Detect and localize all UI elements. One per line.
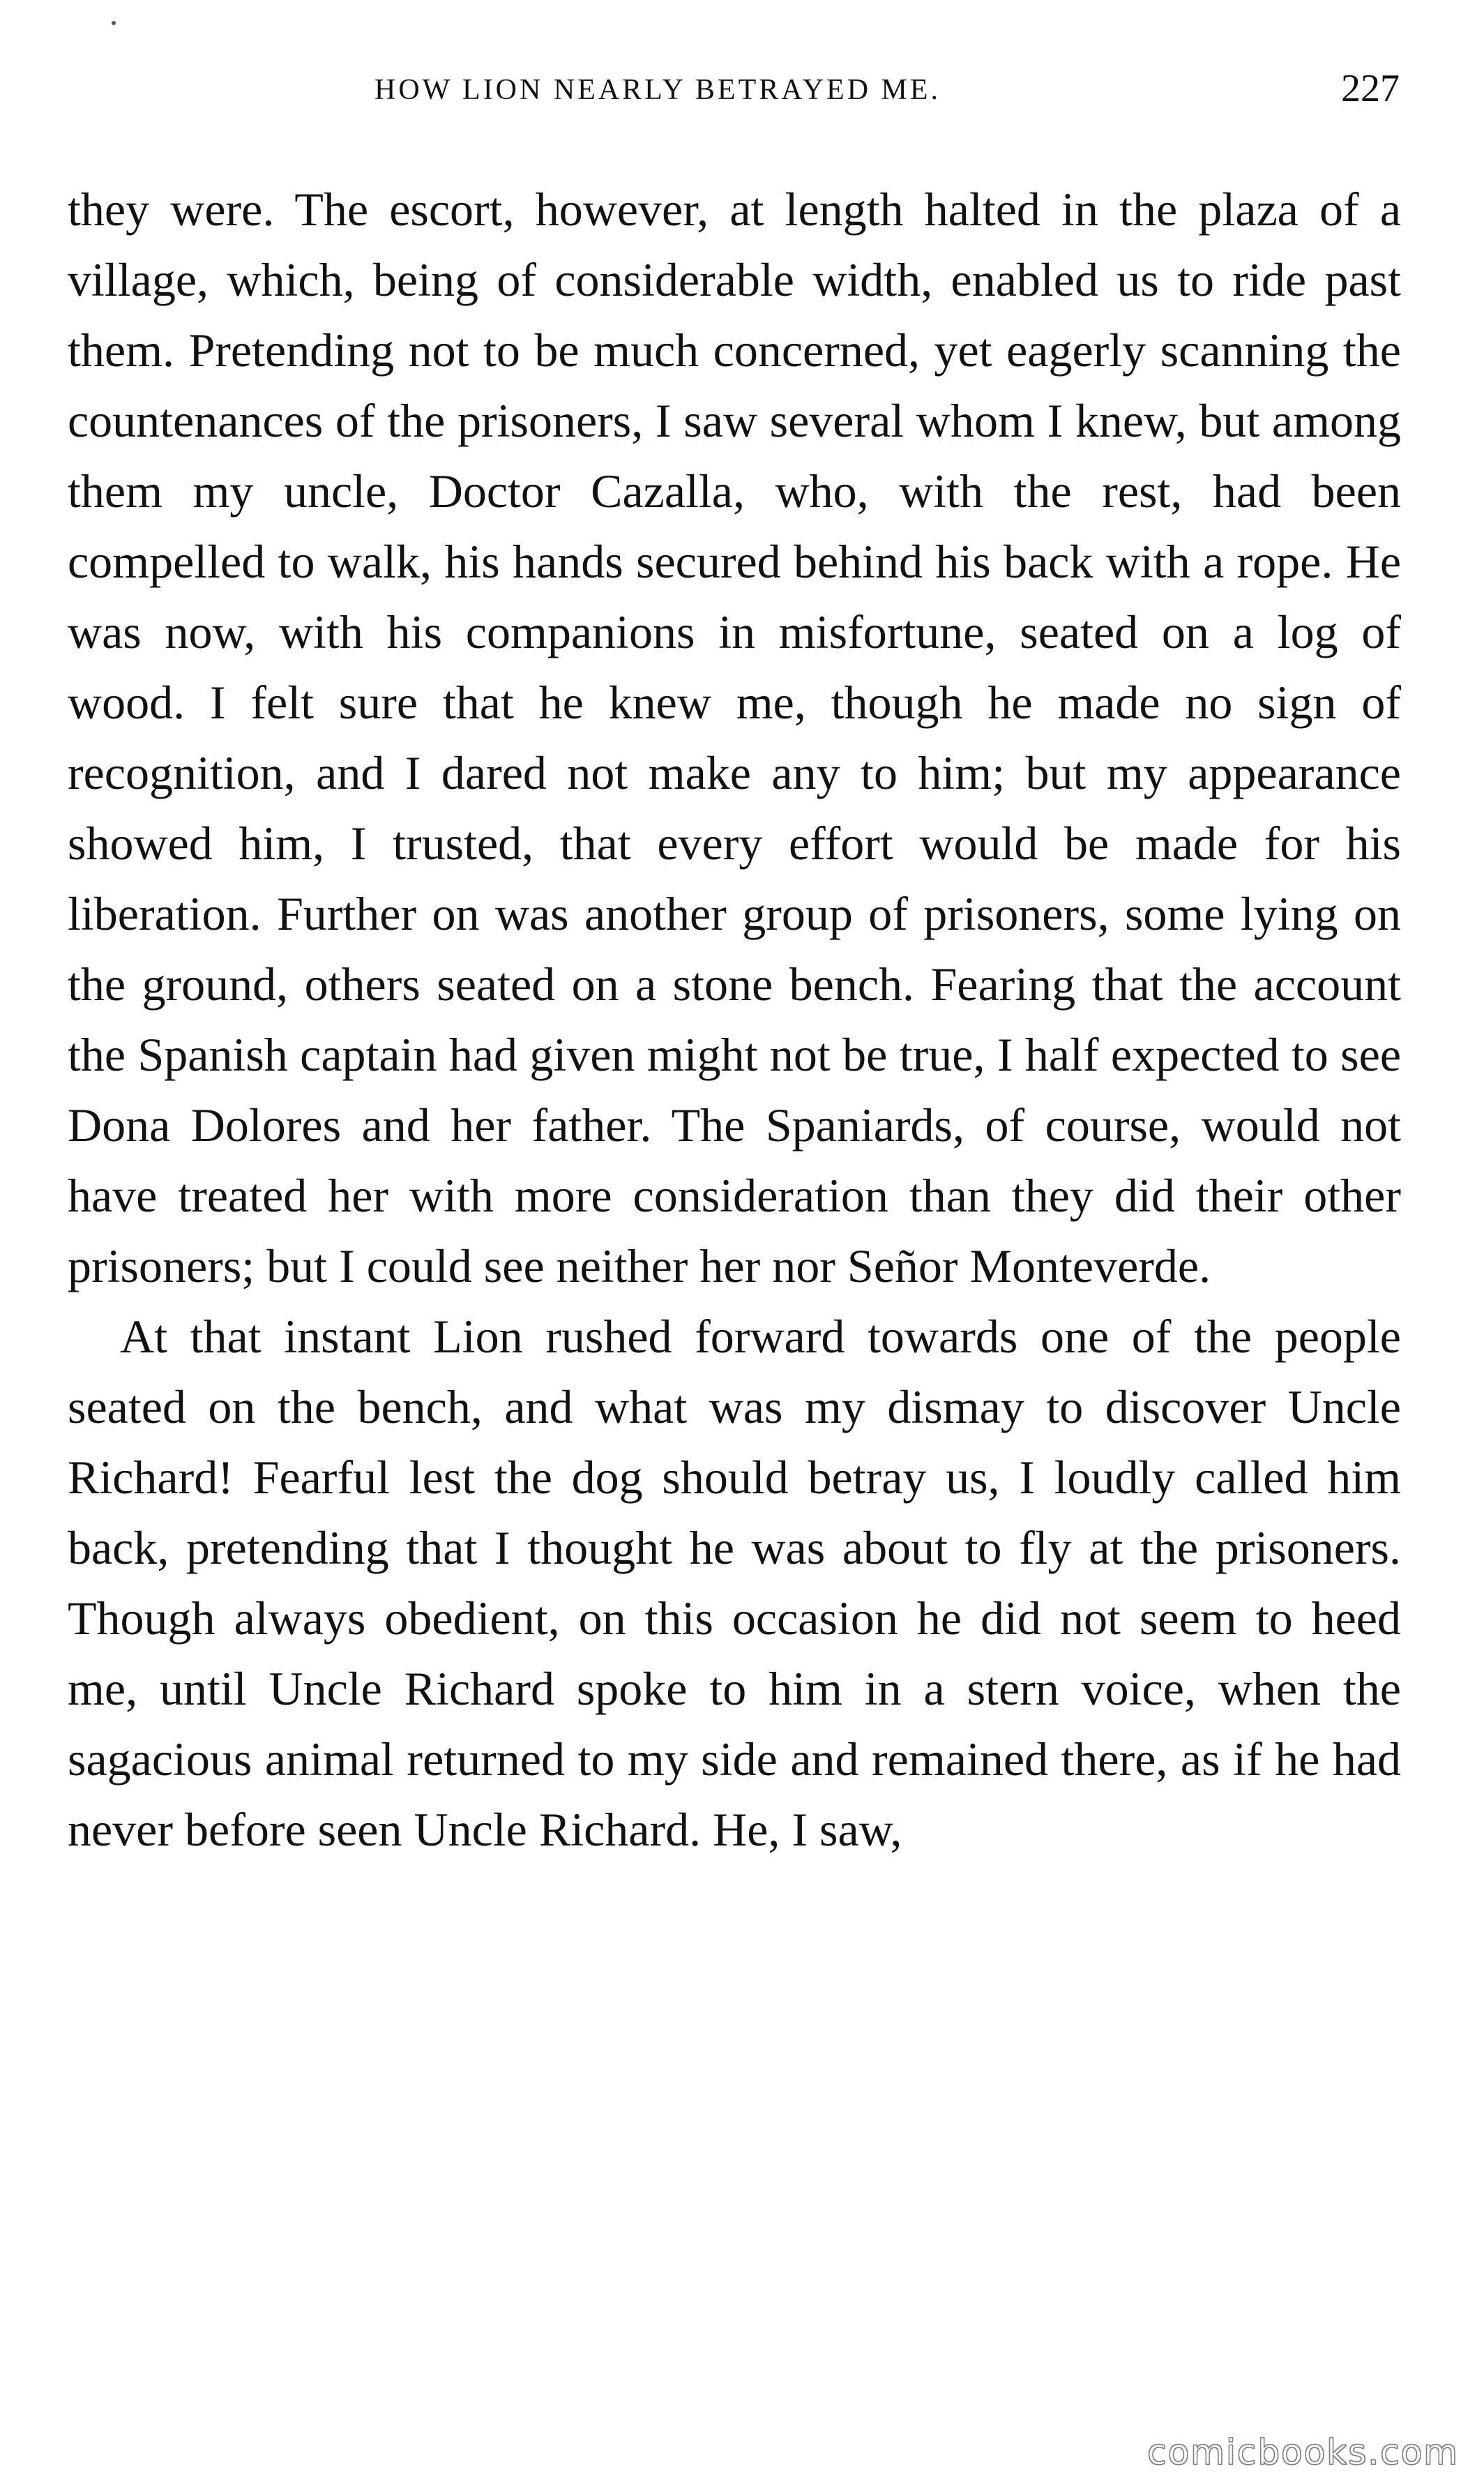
stray-ink-mark <box>112 21 116 25</box>
paragraph-continued: they were. The escort, however, at length halted in the plaza of a village, which, being of considerable width, enabled us to ride past them. Pretending not to be much concerned, yet eagerly scanning the countenances of the prisoners, I saw several whom I knew, but among them my uncle, Doctor Cazalla, who, with the rest, had been compelled to walk, his hands secured behind his back with a rope. He was now, with his companions in misfortune, seated on a log of wood. I felt sure that he knew me, though he made no sign of recognition, and I dared not make any to him; but my appearance showed him, I trusted, that every effort would be made for his liberation. Further on was another group of prisoners, some lying on the ground, others seated on a stone bench. Fearing that the account the Spanish captain had given might not be true, I half expected to see Dona Dolores and her father. The Spaniards, of course, would not have treated her with more consideration than they did their other prisoners; but I could see neither her nor Señor Monteverde. <box>68 183 1401 1292</box>
running-title: HOW LION NEARLY BETRAYED ME. <box>374 74 941 106</box>
paragraph-lion-rushed-forward: At that instant Lion rushed forward towards one of the people seated on the bench, and what was my dismay to discover Uncle Richard! Fearful lest the dog should betray us, I loudly called him back, pretending that I thought he was about to fly at the prisoners. Though always obedient, on this occasion he did not seem to heed me, until Uncle Richard spoke to him in a stern voice, when the sagacious animal returned to my side and remained there, as if he had never before seen Uncle Richard. He, I saw, <box>68 1310 1401 1856</box>
watermark: comicbooks.com <box>1147 2432 1459 2473</box>
running-head <box>68 66 1400 129</box>
body-text <box>68 174 1401 1865</box>
page-number: 227 <box>1341 67 1400 110</box>
